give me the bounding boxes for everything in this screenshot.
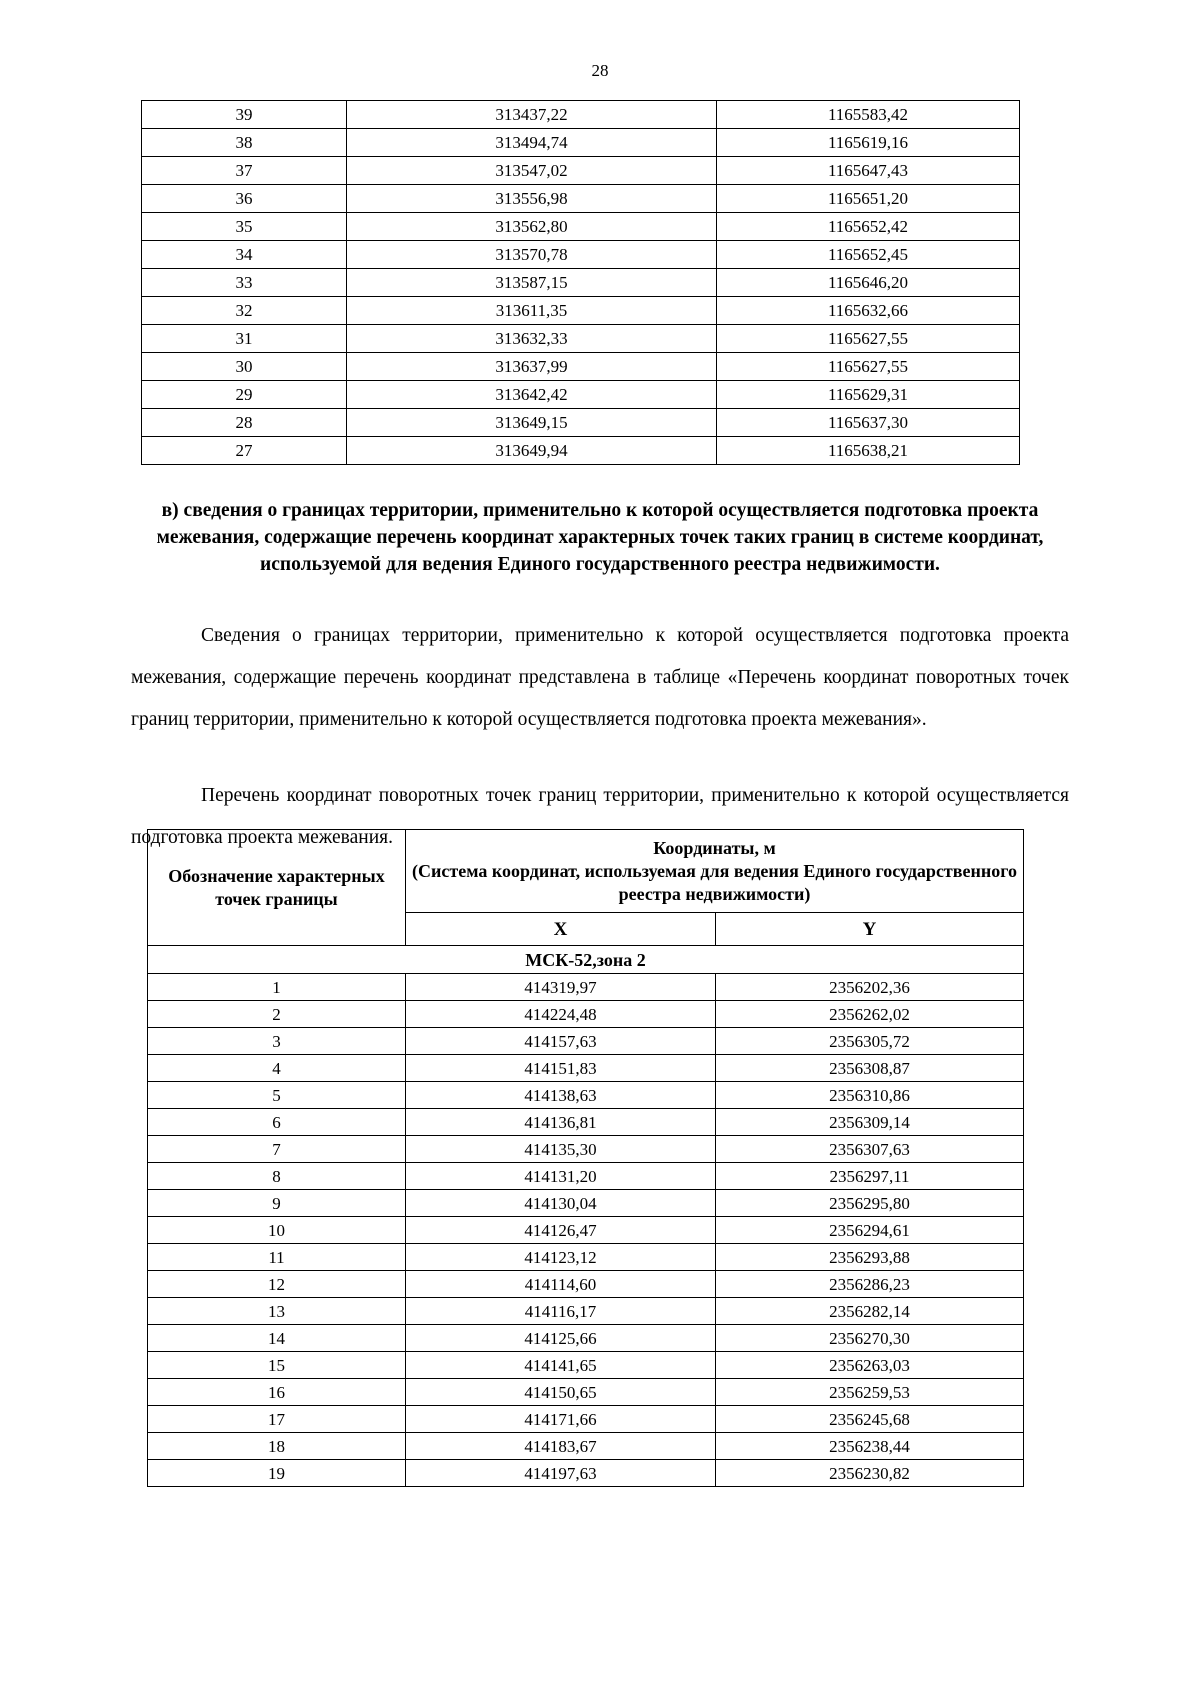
table-row [142, 353, 1020, 381]
cell-x: 313494,74 [347, 129, 717, 157]
cell-x: 313632,33 [347, 325, 717, 353]
cell-point-number: 10 [148, 1217, 406, 1244]
header-x: X [406, 913, 716, 946]
cell-x: 414183,67 [406, 1433, 716, 1460]
table-row [148, 1190, 1024, 1217]
cell-x: 313562,80 [347, 213, 717, 241]
cell-point-number: 19 [148, 1460, 406, 1487]
zone-label: МСК-52,зона 2 [148, 946, 1024, 974]
cell-x: 414197,63 [406, 1460, 716, 1487]
cell-point-number: 29 [142, 381, 347, 409]
cell-y: 1165627,55 [717, 353, 1020, 381]
table-row [148, 1379, 1024, 1406]
paragraph-1: Сведения о границах территории, применительно к которой осуществляется подготовка проекта межевания, содержащие перечень координат представлена в таблице «Перечень координат поворотных точек границ территории, применительно к которой осуществляется подготовка проекта межевания». [131, 624, 1069, 730]
table-row [142, 437, 1020, 465]
cell-x: 414125,66 [406, 1325, 716, 1352]
table-row [142, 325, 1020, 353]
cell-point-number: 30 [142, 353, 347, 381]
cell-x: 414138,63 [406, 1082, 716, 1109]
coordinates-table-main [147, 829, 1024, 1487]
table-row [142, 409, 1020, 437]
cell-point-number: 8 [148, 1163, 406, 1190]
table-row [148, 1460, 1024, 1487]
cell-point-number: 33 [142, 269, 347, 297]
table-row [148, 1082, 1024, 1109]
table-row [148, 1271, 1024, 1298]
table-row [148, 1217, 1024, 1244]
cell-x: 313649,15 [347, 409, 717, 437]
cell-point-number: 37 [142, 157, 347, 185]
cell-x: 414319,97 [406, 974, 716, 1001]
cell-x: 414126,47 [406, 1217, 716, 1244]
cell-point-number: 18 [148, 1433, 406, 1460]
cell-point-number: 13 [148, 1298, 406, 1325]
cell-x: 414141,65 [406, 1352, 716, 1379]
cell-y: 1165647,43 [717, 157, 1020, 185]
cell-x: 414123,12 [406, 1244, 716, 1271]
table-row [148, 1298, 1024, 1325]
header-y: Y [716, 913, 1024, 946]
cell-y: 1165619,16 [717, 129, 1020, 157]
table-continued-body [142, 101, 1020, 465]
cell-point-number: 27 [142, 437, 347, 465]
cell-point-number: 9 [148, 1190, 406, 1217]
table-row [142, 101, 1020, 129]
cell-x: 414157,63 [406, 1028, 716, 1055]
cell-x: 414130,04 [406, 1190, 716, 1217]
cell-point-number: 14 [148, 1325, 406, 1352]
cell-point-number: 2 [148, 1001, 406, 1028]
cell-point-number: 36 [142, 185, 347, 213]
table-row [142, 297, 1020, 325]
cell-x: 313437,22 [347, 101, 717, 129]
cell-point-number: 3 [148, 1028, 406, 1055]
heading-line-4: недвижимости. [806, 554, 940, 575]
cell-y: 2356230,82 [716, 1460, 1024, 1487]
table-row [142, 157, 1020, 185]
cell-point-number: 16 [148, 1379, 406, 1406]
cell-point-number: 1 [148, 974, 406, 1001]
cell-point-number: 31 [142, 325, 347, 353]
cell-y: 2356297,11 [716, 1163, 1024, 1190]
cell-x: 313637,99 [347, 353, 717, 381]
cell-y: 2356263,03 [716, 1352, 1024, 1379]
cell-point-number: 11 [148, 1244, 406, 1271]
cell-y: 1165638,21 [717, 437, 1020, 465]
cell-y: 2356245,68 [716, 1406, 1024, 1433]
table-main-body [148, 974, 1024, 1487]
cell-x: 414116,17 [406, 1298, 716, 1325]
header-coordinates-title: Координаты, м [653, 837, 776, 858]
cell-y: 2356309,14 [716, 1109, 1024, 1136]
header-coordinates-subtitle: (Система координат, используемая для ведения Единого государственного реестра недвижимости) [412, 860, 1017, 904]
cell-y: 1165651,20 [717, 185, 1020, 213]
cell-x: 414171,66 [406, 1406, 716, 1433]
cell-y: 2356282,14 [716, 1298, 1024, 1325]
cell-point-number: 28 [142, 409, 347, 437]
cell-y: 2356293,88 [716, 1244, 1024, 1271]
heading-line-1: в) сведения о границах территории, применительно к которой осуществляется подготовка [161, 500, 963, 521]
table-row [142, 129, 1020, 157]
table-main-head [148, 830, 1024, 974]
cell-x: 313570,78 [347, 241, 717, 269]
heading-line-2: проекта межевания, содержащие перечень координат характерных точек таких границ в [156, 500, 1039, 548]
cell-y: 2356310,86 [716, 1082, 1024, 1109]
section-heading [131, 497, 1069, 578]
cell-y: 2356238,44 [716, 1433, 1024, 1460]
cell-y: 2356262,02 [716, 1001, 1024, 1028]
cell-point-number: 5 [148, 1082, 406, 1109]
header-coordinates [406, 830, 1024, 913]
table-row [142, 185, 1020, 213]
table-main-header-row-1 [148, 830, 1024, 913]
cell-x: 414150,65 [406, 1379, 716, 1406]
table-row [148, 1001, 1024, 1028]
cell-x: 414136,81 [406, 1109, 716, 1136]
cell-point-number: 7 [148, 1136, 406, 1163]
cell-point-number: 4 [148, 1055, 406, 1082]
cell-y: 1165652,45 [717, 241, 1020, 269]
table-row [142, 269, 1020, 297]
cell-point-number: 38 [142, 129, 347, 157]
cell-y: 1165652,42 [717, 213, 1020, 241]
header-point-designation: Обозначение характерных точек границы [148, 830, 406, 946]
table-row [148, 1109, 1024, 1136]
cell-x: 313587,15 [347, 269, 717, 297]
cell-x: 313642,42 [347, 381, 717, 409]
cell-x: 313556,98 [347, 185, 717, 213]
cell-x: 414114,60 [406, 1271, 716, 1298]
cell-y: 1165646,20 [717, 269, 1020, 297]
table-row [148, 1325, 1024, 1352]
cell-y: 1165632,66 [717, 297, 1020, 325]
table-row [148, 1244, 1024, 1271]
cell-x: 414224,48 [406, 1001, 716, 1028]
table-row [142, 213, 1020, 241]
table-row [148, 1028, 1024, 1055]
cell-y: 2356270,30 [716, 1325, 1024, 1352]
cell-point-number: 12 [148, 1271, 406, 1298]
table-row [148, 1055, 1024, 1082]
cell-y: 2356202,36 [716, 974, 1024, 1001]
cell-y: 2356308,87 [716, 1055, 1024, 1082]
table-main-zone-row [148, 946, 1024, 974]
table-row [142, 381, 1020, 409]
cell-x: 313547,02 [347, 157, 717, 185]
cell-point-number: 32 [142, 297, 347, 325]
coordinates-table-continued [141, 100, 1020, 465]
cell-y: 2356286,23 [716, 1271, 1024, 1298]
table-row [142, 241, 1020, 269]
cell-y: 2356307,63 [716, 1136, 1024, 1163]
cell-y: 1165627,55 [717, 325, 1020, 353]
cell-point-number: 17 [148, 1406, 406, 1433]
table-row [148, 1163, 1024, 1190]
table-row [148, 1406, 1024, 1433]
cell-y: 2356294,61 [716, 1217, 1024, 1244]
cell-y: 2356295,80 [716, 1190, 1024, 1217]
cell-x: 414151,83 [406, 1055, 716, 1082]
cell-x: 313611,35 [347, 297, 717, 325]
table-row [148, 974, 1024, 1001]
cell-y: 2356305,72 [716, 1028, 1024, 1055]
cell-y: 2356259,53 [716, 1379, 1024, 1406]
heading-line-3: системе координат, используемой для ведения Единого государственного реестра [260, 527, 1044, 575]
table-row [148, 1136, 1024, 1163]
cell-y: 1165583,42 [717, 101, 1020, 129]
cell-x: 414131,20 [406, 1163, 716, 1190]
cell-point-number: 39 [142, 101, 347, 129]
page-number: 28 [591, 61, 609, 80]
cell-point-number: 15 [148, 1352, 406, 1379]
cell-y: 1165629,31 [717, 381, 1020, 409]
table-row [148, 1352, 1024, 1379]
paragraph-2: Перечень координат поворотных точек границ территории, применительно к которой осуществляется подготовка проекта межевания. [131, 784, 1069, 848]
cell-point-number: 6 [148, 1109, 406, 1136]
cell-y: 1165637,30 [717, 409, 1020, 437]
cell-point-number: 35 [142, 213, 347, 241]
cell-point-number: 34 [142, 241, 347, 269]
cell-x: 414135,30 [406, 1136, 716, 1163]
cell-x: 313649,94 [347, 437, 717, 465]
table-row [148, 1433, 1024, 1460]
